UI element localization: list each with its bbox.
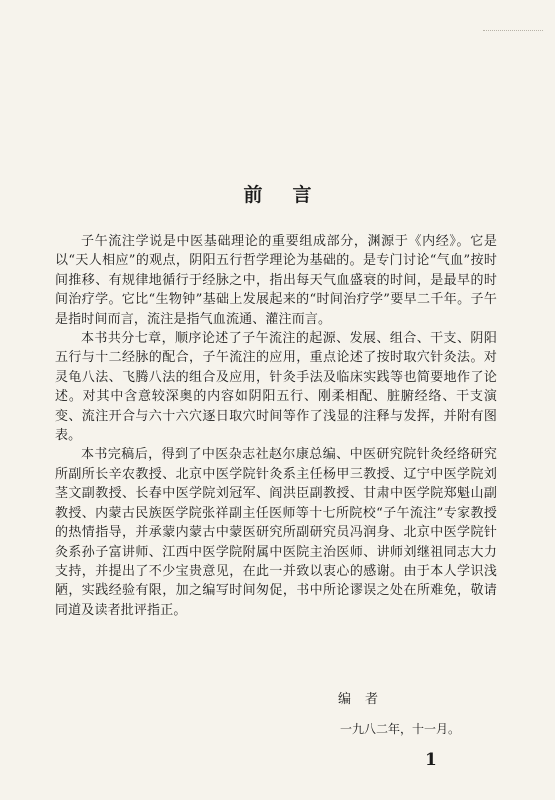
author-signature: 编者	[338, 692, 393, 707]
paragraph-3: 本书完稿后，得到了中医杂志社赵尔康总编、中医研究院针灸经络研究所副所长辛农教授、北京中医学院针灸系主任杨甲三教授、辽宁中医学院刘茎文副教授、长春中医学院刘冠军、阎洪臣副教授、甘肃中医学院郑魁山副教授、内蒙古民族医学院张祥副主任医师等十七所院校“子午流注”专家教授的热情指导，并承蒙内蒙古中蒙医研究所副研究员冯润身、北京中医学院针灸系孙子富讲师、江西中医学院附属中医院主治医师、讲师刘继祖同志大力支持，并提出了不少宝贵意见，在此一并致以衷心的感谢。由于本人学识浅陋，实践经验有限，加之编写时间匆促，书中所论谬误之处在所难免，敬请同道及读者批评指正。	[55, 447, 497, 618]
paragraph-1: 子午流注学说是中医基础理论的重要组成部分，渊源于《内经》。它是以“天人相应”的观点，阴阳五行哲学理论为基础的。是专门讨论“气血”按时间推移、有规律地循行于经脉之中，指出每天气血盛衰的时间，是最早的时间治疗学。它比“生物钟”基础上发展起来的“时间治疗学”要早二千年。子午是指时间而言，流注是指气血流通、灌注而言。	[55, 234, 497, 327]
page-number: 1	[425, 750, 437, 770]
preface-body	[55, 232, 497, 620]
page-title: 前言	[243, 184, 342, 206]
date-line: 一九八二年，十一月。	[340, 722, 461, 736]
scan-corner-mark	[483, 30, 543, 35]
paragraph-2: 本书共分七章，顺序论述了子午流注的起源、发展、组合、干支、阴阳五行与十二经脉的配合，子午流注的应用，重点论述了按时取穴针灸法。对灵龟八法、飞腾八法的组合及应用，针灸手法及临床实践等也简要地作了论述。对其中含意较深奥的内容如阴阳五行、刚柔相配、脏腑经络、干支演变、流注开合与六十六穴逐日取穴时间等作了浅显的注释与发挥，并附有图表。	[55, 331, 497, 444]
